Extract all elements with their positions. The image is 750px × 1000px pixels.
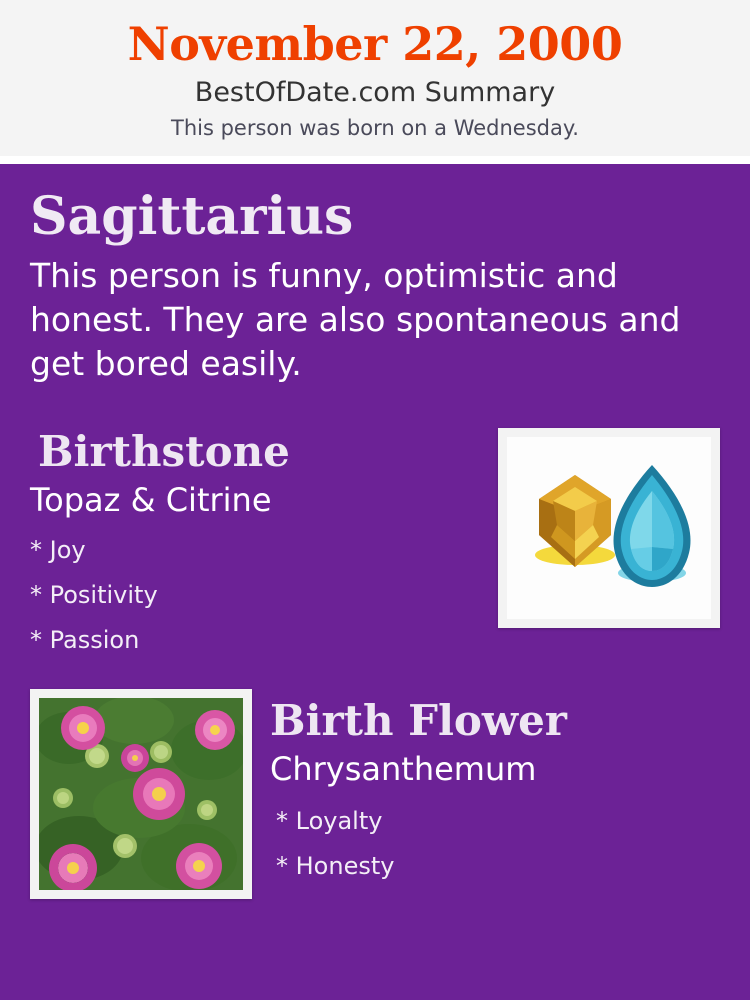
header-divider [0, 156, 750, 164]
site-summary-label: BestOfDate.com Summary [194, 77, 556, 108]
birth-flower-trait: * Honesty [276, 852, 395, 880]
birthstone-photo [507, 437, 711, 619]
birthstone-trait: * Joy [30, 536, 86, 564]
birthstone-text [30, 426, 480, 663]
birth-flower-photo [39, 698, 243, 890]
page-title: November 22, 2000 [127, 17, 623, 71]
birthstone-section [30, 426, 720, 663]
zodiac-sign-title: Sagittarius [30, 186, 354, 247]
birthstone-names: Topaz & Citrine [30, 481, 272, 519]
born-day-note: This person was born on a Wednesday. [171, 116, 579, 140]
birth-flower-trait: * Loyalty [276, 807, 383, 835]
birthstone-trait: * Passion [30, 626, 140, 654]
birth-flower-section [30, 689, 720, 899]
birth-flower-name: Chrysanthemum [270, 750, 537, 788]
birthstone-title: Birthstone [38, 427, 290, 476]
birth-flower-photo-frame [30, 689, 252, 899]
birthstone-photo-frame [498, 428, 720, 628]
header [0, 0, 750, 156]
content-panel [0, 164, 750, 1000]
birthstone-trait: * Positivity [30, 581, 158, 609]
birth-flower-text [270, 689, 720, 889]
zodiac-description: This person is funny, optimistic and honest. They are also spontaneous and get bored easily. [30, 256, 681, 383]
birth-flower-title: Birth Flower [270, 696, 567, 745]
